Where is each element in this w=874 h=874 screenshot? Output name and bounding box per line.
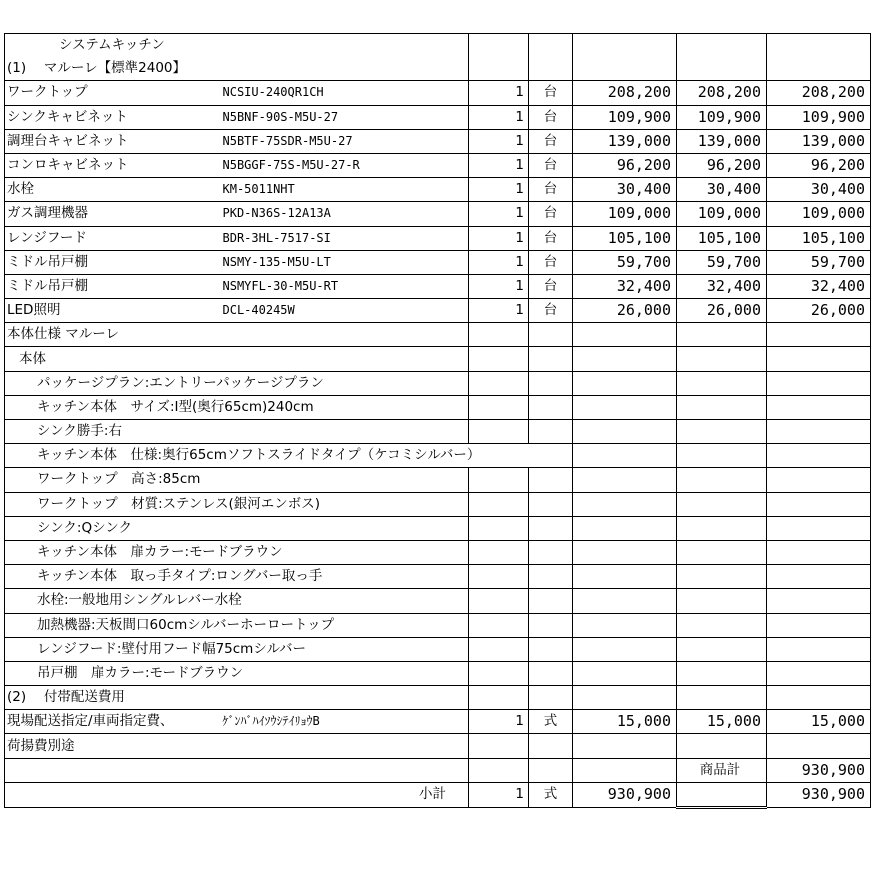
- item-amount: 59,700: [767, 250, 871, 274]
- item-name: コンロキャビネット: [5, 153, 221, 177]
- item-unit: 台: [529, 202, 573, 226]
- item-qty: 1: [469, 299, 529, 323]
- spec-line-row: [5, 444, 871, 468]
- item-unit: 台: [529, 299, 573, 323]
- item-unit: 台: [529, 153, 573, 177]
- item-price: 32,400: [677, 274, 767, 298]
- item-qty: 1: [469, 178, 529, 202]
- item-code: BDR-3HL-7517-SI: [221, 226, 469, 250]
- subtotal-unit-price: 930,900: [573, 782, 677, 807]
- spec-line-row: [5, 492, 871, 516]
- item-name: ミドル吊戸棚: [5, 274, 221, 298]
- item-qty: 1: [469, 250, 529, 274]
- spec-line-row-label: キッチン本体 扉カラー:モードブラウン: [5, 540, 469, 564]
- item-row: [5, 105, 871, 129]
- item-name: 水栓: [5, 178, 221, 202]
- item-price: 139,000: [677, 129, 767, 153]
- subtotal-row: [5, 782, 871, 807]
- item-amount: 105,100: [767, 226, 871, 250]
- header-label: システムキッチン: [5, 34, 469, 58]
- subtotal-label: 小計: [5, 782, 469, 807]
- estimate-table: [4, 33, 871, 809]
- item-qty: 1: [469, 129, 529, 153]
- delivery-row: [5, 710, 871, 734]
- estimate-sheet: [4, 33, 870, 809]
- item-qty: 1: [469, 226, 529, 250]
- spec-title-row-label: 本体仕様 マルーレ: [5, 323, 469, 347]
- item-unit-price: 109,000: [573, 202, 677, 226]
- item-name: ミドル吊戸棚: [5, 250, 221, 274]
- item-row: [5, 81, 871, 105]
- spec-line-row-label: ワークトップ 材質:ステンレス(銀河エンボス): [5, 492, 469, 516]
- item-price: 59,700: [677, 250, 767, 274]
- spec-line-row-label: 吊戸棚 扉カラー:モードブラウン: [5, 661, 469, 685]
- item-price: 30,400: [677, 178, 767, 202]
- spec-line-row-label: ワークトップ 高さ:85cm: [5, 468, 469, 492]
- item-row: [5, 274, 871, 298]
- item-unit-price: 109,900: [573, 105, 677, 129]
- item-row: [5, 178, 871, 202]
- item-code: NCSIU-240QR1CH: [221, 81, 469, 105]
- spec-line-row: [5, 395, 871, 419]
- item-name: ワークトップ: [5, 81, 221, 105]
- item-amount: 109,000: [767, 202, 871, 226]
- subtotal-unit: 式: [529, 782, 573, 807]
- spec-line-row-label: レンジフード:壁付用フード幅75cmシルバー: [5, 637, 469, 661]
- spec-line-row: [5, 637, 871, 661]
- item-price: 15,000: [677, 710, 767, 734]
- item-code: N5BNF-90S-M5U-27: [221, 105, 469, 129]
- item-code: ｹﾞﾝﾊﾞﾊｲｿｳｼﾃｲﾘｮｳB: [221, 710, 469, 734]
- item-unit-price: 32,400: [573, 274, 677, 298]
- item-qty: 1: [469, 274, 529, 298]
- subtotal-qty: 1: [469, 782, 529, 807]
- item-qty: 1: [469, 202, 529, 226]
- product-total-value: 930,900: [767, 758, 871, 782]
- item-unit-price: 139,000: [573, 129, 677, 153]
- item-amount: 30,400: [767, 178, 871, 202]
- header-row: [5, 34, 871, 58]
- note-row-label: 荷揚費別途: [5, 734, 469, 758]
- spec-line-row-label: シンク勝手:右: [5, 420, 469, 444]
- subtotal-amount: 930,900: [767, 782, 871, 807]
- item-amount: 15,000: [767, 710, 871, 734]
- item-unit: 台: [529, 250, 573, 274]
- item-unit-price: 15,000: [573, 710, 677, 734]
- item-name: ガス調理機器: [5, 202, 221, 226]
- section-row: [5, 686, 871, 710]
- item-name: 現場配送指定/車両指定費、: [5, 710, 221, 734]
- item-unit-price: 26,000: [573, 299, 677, 323]
- item-code: N5BGGF-75S-M5U-27-R: [221, 153, 469, 177]
- spec-line-row: [5, 420, 871, 444]
- spec-line-row-label: 水栓:一般地用シングルレバー水栓: [5, 589, 469, 613]
- item-row: [5, 250, 871, 274]
- item-unit: 式: [529, 710, 573, 734]
- item-amount: 96,200: [767, 153, 871, 177]
- item-unit-price: 208,200: [573, 81, 677, 105]
- section-row-label: (2) 付帯配送費用: [5, 686, 469, 710]
- spec-line-row: [5, 371, 871, 395]
- item-qty: 1: [469, 105, 529, 129]
- spec-body-row-label: 本体: [5, 347, 469, 371]
- item-name: LED照明: [5, 299, 221, 323]
- section-row: [5, 57, 871, 81]
- item-amount: 208,200: [767, 81, 871, 105]
- spec-line-row: [5, 661, 871, 685]
- item-price: 96,200: [677, 153, 767, 177]
- item-row: [5, 202, 871, 226]
- item-unit-price: 105,100: [573, 226, 677, 250]
- item-code: PKD-N36S-12A13A: [221, 202, 469, 226]
- item-unit: 台: [529, 274, 573, 298]
- item-qty: 1: [469, 81, 529, 105]
- item-name: レンジフード: [5, 226, 221, 250]
- spec-line-row: [5, 589, 871, 613]
- item-row: [5, 129, 871, 153]
- item-amount: 26,000: [767, 299, 871, 323]
- item-amount: 32,400: [767, 274, 871, 298]
- spec-line-row-label: キッチン本体 取っ手タイプ:ロングバー取っ手: [5, 565, 469, 589]
- spec-title-row: [5, 323, 871, 347]
- item-amount: 109,900: [767, 105, 871, 129]
- spec-line-row: [5, 540, 871, 564]
- item-unit: 台: [529, 105, 573, 129]
- product-total-label: 商品計: [677, 758, 767, 782]
- spec-line-row-label: 加熱機器:天板間口60cmシルバーホーロートップ: [5, 613, 469, 637]
- item-unit: 台: [529, 178, 573, 202]
- spec-line-row-label: キッチン本体 仕様:奥行65cmソフトスライドタイプ（ケコミシルバー）: [5, 444, 573, 468]
- spec-line-row: [5, 516, 871, 540]
- item-unit: 台: [529, 81, 573, 105]
- item-qty: 1: [469, 710, 529, 734]
- product-total-row: [5, 758, 871, 782]
- item-unit: 台: [529, 129, 573, 153]
- spec-line-row-label: パッケージプラン:エントリーパッケージプラン: [5, 371, 469, 395]
- item-unit-price: 30,400: [573, 178, 677, 202]
- note-row: [5, 734, 871, 758]
- item-name: シンクキャビネット: [5, 105, 221, 129]
- item-row: [5, 226, 871, 250]
- item-code: KM-5011NHT: [221, 178, 469, 202]
- spec-line-row: [5, 468, 871, 492]
- item-price: 26,000: [677, 299, 767, 323]
- section-label: (1) マルーレ【標準2400】: [5, 57, 469, 81]
- item-qty: 1: [469, 153, 529, 177]
- item-code: DCL-40245W: [221, 299, 469, 323]
- item-unit-price: 96,200: [573, 153, 677, 177]
- item-price: 109,000: [677, 202, 767, 226]
- item-unit-price: 59,700: [573, 250, 677, 274]
- item-amount: 139,000: [767, 129, 871, 153]
- spec-line-row: [5, 565, 871, 589]
- item-code: N5BTF-75SDR-M5U-27: [221, 129, 469, 153]
- item-code: NSMY-135-M5U-LT: [221, 250, 469, 274]
- item-price: 208,200: [677, 81, 767, 105]
- item-price: 105,100: [677, 226, 767, 250]
- item-price: 109,900: [677, 105, 767, 129]
- item-row: [5, 153, 871, 177]
- spec-line-row: [5, 613, 871, 637]
- item-unit: 台: [529, 226, 573, 250]
- item-row: [5, 299, 871, 323]
- spec-line-row-label: シンク:Qシンク: [5, 516, 469, 540]
- item-code: NSMYFL-30-M5U-RT: [221, 274, 469, 298]
- spec-line-row-label: キッチン本体 サイズ:I型(奥行65cm)240cm: [5, 395, 469, 419]
- spec-body-row: [5, 347, 871, 371]
- item-name: 調理台キャビネット: [5, 129, 221, 153]
